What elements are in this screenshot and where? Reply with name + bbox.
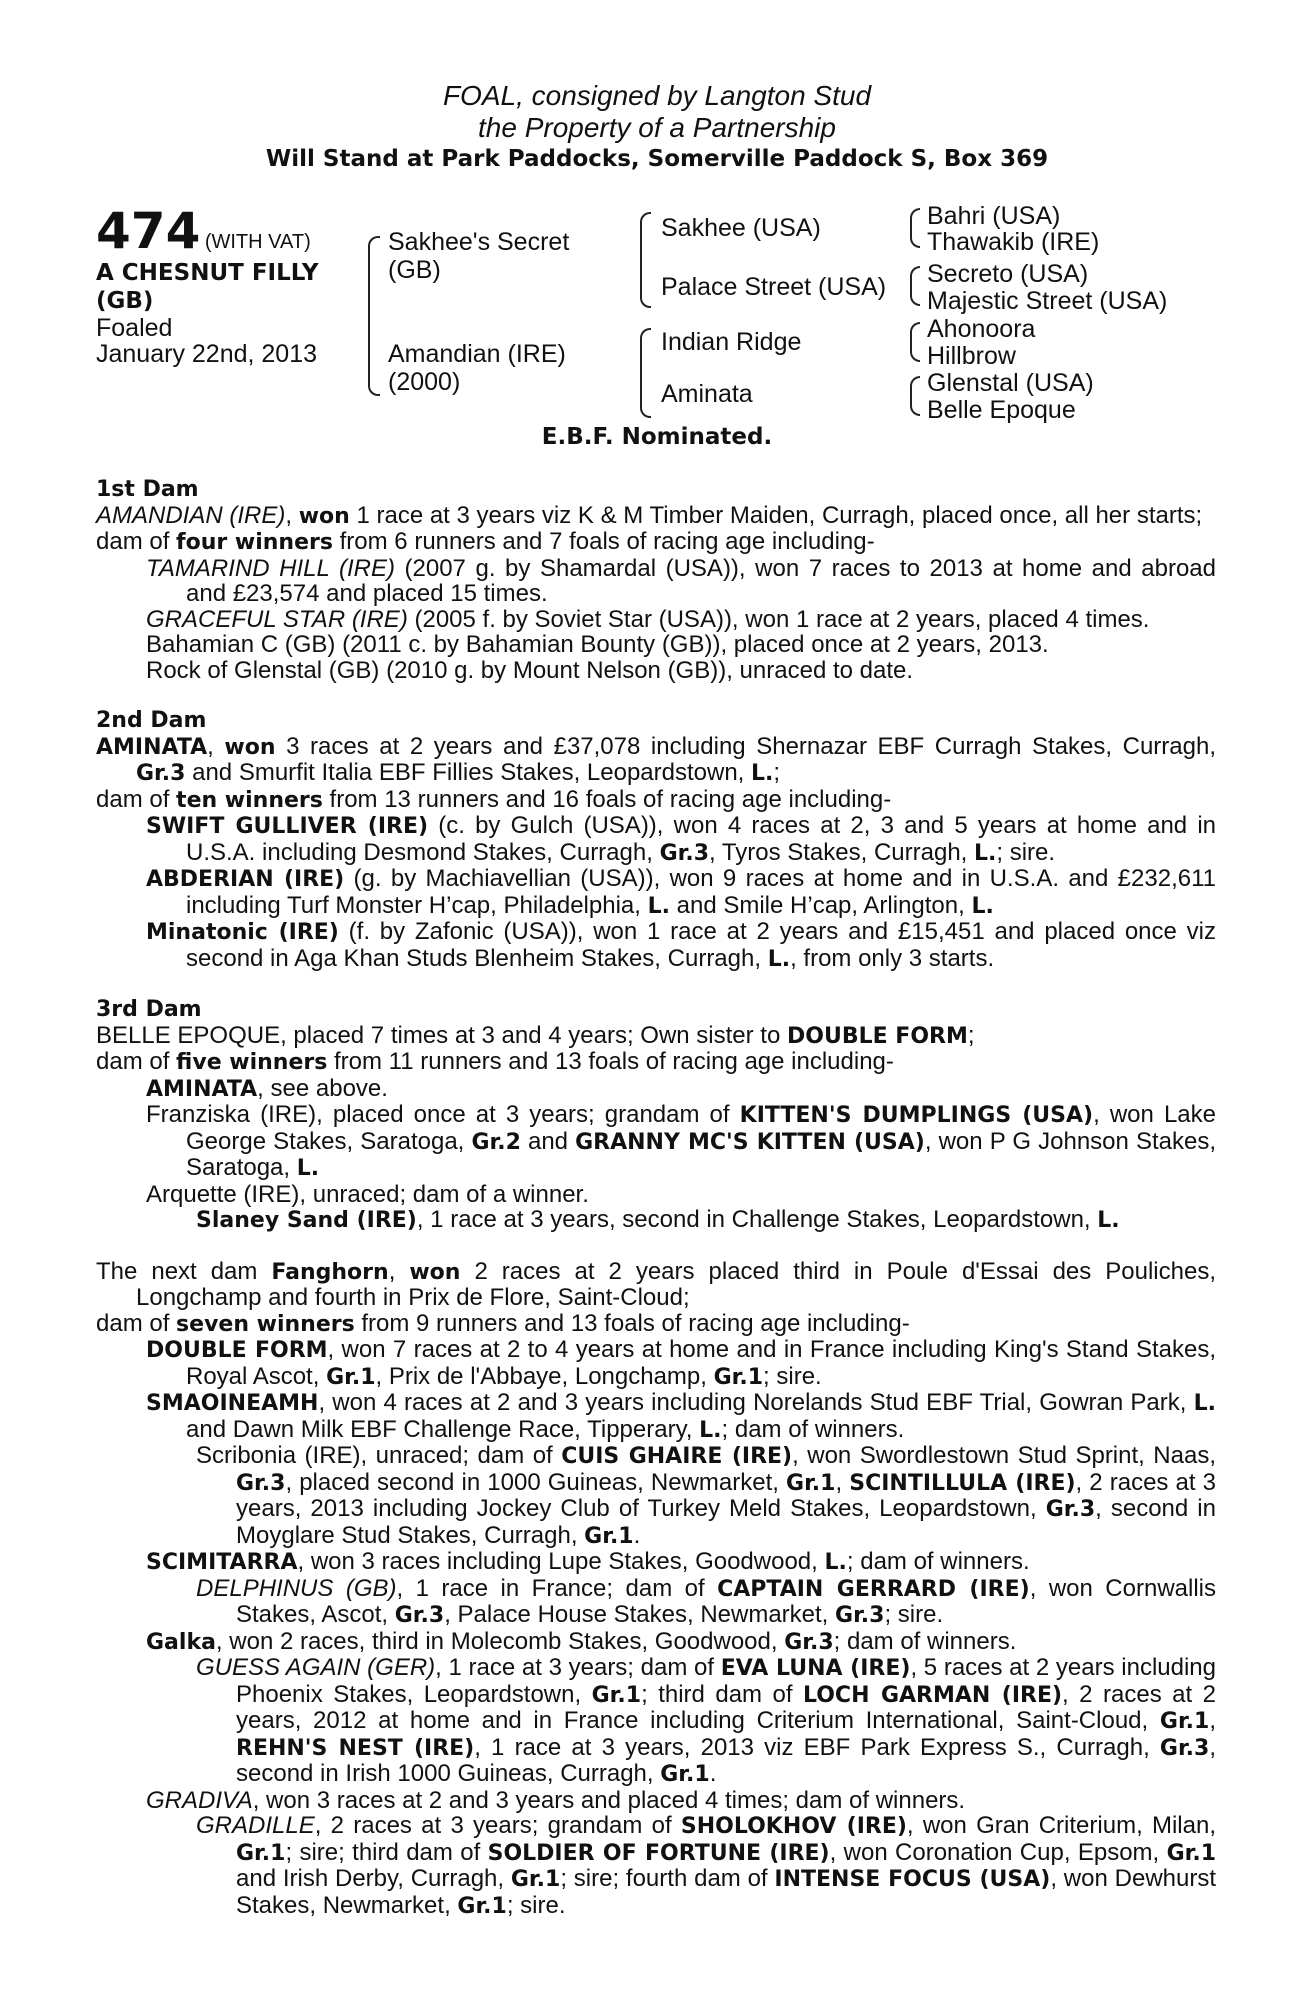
pedigree-gen3: Secreto (USA) (927, 260, 1089, 288)
text-run: , second in Moyglare Stud Stakes, Curragh, (236, 1495, 1216, 1549)
bold-text: Gr.1 (591, 1682, 642, 1708)
bold-text: L. (699, 1417, 722, 1443)
bold-text: Galka (146, 1629, 216, 1655)
text-run: . (709, 1760, 717, 1787)
italic-text: DELPHINUS (GB) (196, 1574, 397, 1602)
bold-text: SMAOINEAMH (146, 1391, 319, 1416)
pedigree-gen3: Belle Epoque (927, 396, 1076, 424)
section-title: 2nd Dam (96, 708, 207, 733)
text-run: , won Dewhurst Stakes, Newmarket, (236, 1865, 1217, 1919)
pedigree-entry (96, 607, 1216, 633)
pedigree-gen3: Thawakib (IRE) (927, 228, 1100, 256)
section-title: 1st Dam (96, 477, 199, 502)
bold-text: Minatonic (IRE) (146, 920, 339, 945)
text-run: . (633, 1521, 641, 1549)
text-run: ; (773, 759, 781, 786)
pedigree-entry (96, 1390, 1216, 1443)
pedigree-entry (96, 1207, 1216, 1234)
bold-text: REHN'S NEST (IRE) (236, 1735, 475, 1761)
pedigree-entry (96, 1182, 1216, 1208)
pedigree-entry (96, 1049, 1216, 1076)
text-run: Scribonia (IRE), unraced; dam of (196, 1442, 562, 1469)
text-run: dam of (96, 1309, 177, 1337)
section-gap (96, 1234, 1216, 1259)
bold-text: Slaney Sand (IRE) (196, 1208, 417, 1233)
lot-description: A CHESNUT FILLY (96, 260, 319, 286)
text-run: , Palace House Stakes, Newmarket, (444, 1601, 836, 1628)
sire-dam: Palace Street (USA) (661, 273, 887, 301)
pedigree-gen3: Glenstal (USA) (927, 369, 1094, 397)
pedigree-brace (640, 212, 651, 308)
lot-number: 474 (96, 202, 201, 260)
pedigree-entry (96, 1023, 1216, 1050)
text-run: dam of (96, 528, 177, 555)
dam-name: Amandian (IRE) (388, 340, 566, 368)
bold-text: ABDERIAN (IRE) (146, 867, 345, 892)
bold-text: Gr.1 (660, 1762, 710, 1787)
pedigree-entry (96, 658, 1216, 684)
text-run: Rock of Glenstal (GB) (2010 g. by Mount Nelson (GB)), unraced to date. (146, 656, 914, 684)
bold-text: Gr.3 (659, 840, 709, 866)
text-run: , 1 race at 3 years, second in Challenge Stakes, Leopardstown, (416, 1206, 1098, 1233)
text-run: (f. by Zafonic (USA)), won 1 race at 2 years and £15,451 and placed once viz second in Aga Khan Studs Blenheim Stakes, Curragh, (186, 918, 1216, 972)
bold-text: Gr.1 (786, 1470, 836, 1496)
pedigree-entry (96, 1259, 1216, 1311)
pedigree-gen3: Ahonoora (927, 315, 1036, 343)
bold-text: SCIMITARRA (146, 1550, 298, 1575)
bold-text: LOCH GARMAN (IRE) (803, 1682, 1063, 1708)
pedigree-entry (96, 787, 1216, 814)
pedigree-entry (96, 556, 1216, 607)
text-run: and Irish Derby, Curragh, (236, 1865, 511, 1892)
dam-history (96, 477, 1216, 1919)
foaled-date: January 22nd, 2013 (96, 340, 318, 368)
text-run: (c. by Gulch (USA)), won 4 races at 2, 3 and 5 years at home and in U.S.A. including Desmond Stakes, Curragh, (186, 812, 1217, 866)
text-run: 3 races at 2 years and £37,078 including Shernazar EBF Curragh Stakes, Curragh, (275, 732, 1216, 760)
bold-text: won (224, 734, 276, 760)
text-run: and Smurfit Italia EBF Fillies Stakes, Leopardstown, (185, 759, 752, 786)
text-run: ; sire. (996, 838, 1056, 866)
dam-year: (2000) (388, 368, 461, 396)
pedigree-gen3: Bahri (USA) (927, 202, 1061, 230)
bold-text: GRANNY MC'S KITTEN (USA) (575, 1129, 925, 1155)
pedigree-entry (96, 1813, 1216, 1919)
pedigree-entry (96, 1337, 1216, 1390)
text-run: 1 race at 3 years viz K & M Timber Maiden, Curragh, placed once, all her starts; (349, 501, 1203, 529)
bold-text: ten winners (176, 787, 323, 813)
bold-text: CUIS GHAIRE (IRE) (561, 1444, 793, 1469)
text-run: , won 2 races, third in Molecomb Stakes, Goodwood, (215, 1627, 785, 1655)
bold-text: DOUBLE FORM (786, 1023, 968, 1049)
bold-text: CAPTAIN GERRARD (IRE) (717, 1576, 1030, 1602)
bold-text: SCINTILLULA (IRE) (849, 1470, 1076, 1496)
bold-text: KITTEN'S DUMPLINGS (USA) (739, 1103, 1094, 1128)
location-line: Will Stand at Park Paddocks, Somerville Paddock S, Box 369 (265, 146, 1049, 172)
section-gap (96, 972, 1216, 997)
bold-text: Gr.3 (1045, 1497, 1096, 1522)
pedigree-entry (96, 1655, 1216, 1788)
text-run: from 11 runners and 13 foals of racing age including- (327, 1048, 894, 1075)
bold-text: AMINATA (96, 734, 208, 760)
bold-text: won (409, 1259, 461, 1285)
text-run: Franziska (IRE), placed once at 3 years; grandam of (146, 1101, 740, 1128)
bold-text: SWIFT GULLIVER (IRE) (146, 814, 429, 839)
bold-text: L. (974, 840, 997, 866)
text-run: , placed second in 1000 Guineas, Newmarket, (285, 1468, 787, 1496)
pedigree-entry (96, 919, 1216, 972)
consignor-line: FOAL, consigned by Langton Stud (442, 80, 872, 111)
text-run: , (388, 1257, 410, 1285)
pedigree-entry (96, 866, 1216, 919)
text-run: , 2 races at 3 years; grandam of (314, 1812, 681, 1839)
bold-text: Gr.2 (471, 1129, 521, 1155)
bold-text: EVA LUNA (IRE) (720, 1656, 911, 1681)
bold-text: Gr.1 (457, 1893, 507, 1919)
bold-text: seven winners (176, 1311, 355, 1337)
pedigree-entry (96, 529, 1216, 556)
text-run: , 1 race at 3 years, 2013 viz EBF Park Express S., Curragh, (474, 1733, 1160, 1761)
text-run: , see above. (257, 1074, 388, 1102)
pedigree-brace (368, 236, 380, 396)
bold-text: five winners (176, 1050, 328, 1075)
text-run: , Tyros Stakes, Curragh, (709, 838, 974, 866)
text-run: , 1 race in France; dam of (396, 1574, 718, 1602)
pedigree-entry (96, 1549, 1216, 1576)
text-run: from 6 runners and 7 foals of racing age including- (332, 528, 875, 555)
pedigree-entry (96, 1443, 1216, 1549)
pedigree-brace (910, 322, 920, 362)
bold-text: Gr.3 (236, 1470, 286, 1496)
sire-country: (GB) (388, 256, 441, 284)
pedigree-entry (96, 1576, 1216, 1629)
bold-text: SOLDIER OF FORTUNE (IRE) (487, 1840, 830, 1866)
text-run: The next dam (96, 1257, 272, 1285)
text-run: dam of (96, 785, 177, 813)
bold-text: Fanghorn (271, 1259, 389, 1285)
header (0, 80, 1314, 174)
text-run: , won P G Johnson Stakes, Saratoga, (186, 1127, 1216, 1181)
text-run: , won Lake George Stakes, Saratoga, (186, 1101, 1216, 1155)
text-run: ; sire. (884, 1601, 944, 1628)
text-run: and Smile H’cap, Arlington, (669, 891, 972, 919)
text-run: (2005 f. by Soviet Star (USA)), won 1 race at 2 years, placed 4 times. (407, 605, 1150, 633)
text-run: , won Gran Criterium, Milan, (906, 1812, 1217, 1839)
text-run: , won Coronation Cup, Epsom, (829, 1838, 1167, 1866)
text-run: , won 3 races at 2 and 3 years and placed 4 times; dam of winners. (252, 1786, 966, 1814)
text-run: ; dam of winners. (833, 1627, 1017, 1655)
pedigree-brace (640, 328, 651, 418)
italic-text: AMANDIAN (IRE) (96, 501, 286, 529)
text-run: ; sire. (763, 1362, 822, 1390)
text-run: from 9 runners and 13 foals of racing age including- (354, 1309, 910, 1337)
italic-text: GRACEFUL STAR (IRE) (146, 605, 408, 633)
bold-text: Gr.1 (713, 1364, 764, 1390)
text-run: , second in Irish 1000 Guineas, Curragh, (236, 1733, 1217, 1787)
text-run: , won 3 races including Lupe Stakes, Goodwood, (297, 1548, 825, 1575)
section-gap (96, 683, 1216, 708)
pedigree-entry (96, 813, 1216, 866)
lot-description-country: (GB) (96, 288, 154, 314)
pedigree-gen3: Majestic Street (USA) (927, 287, 1168, 315)
vat-label: (WITH VAT) (204, 231, 311, 253)
text-run: , 5 races at 2 years including Phoenix Stakes, Leopardstown, (236, 1654, 1217, 1708)
text-run: dam of (96, 1048, 177, 1075)
sire-name: Sakhee's Secret (388, 228, 570, 256)
text-run: ; sire. (506, 1891, 566, 1919)
text-run: , (835, 1468, 850, 1496)
dam-dam: Aminata (661, 380, 753, 408)
text-run: ; dam of winners. (846, 1548, 1030, 1575)
dam-sire: Indian Ridge (661, 328, 802, 356)
pedigree-entry (96, 1102, 1216, 1182)
bold-text: SHOLOKHOV (IRE) (680, 1814, 907, 1839)
text-run: ; (967, 1021, 975, 1049)
text-run: ; third dam of (641, 1680, 803, 1708)
bold-text: four winners (176, 530, 333, 555)
text-run: , won Swordlestown Stud Sprint, Naas, (792, 1442, 1216, 1469)
bold-text: Gr.1 (326, 1364, 376, 1390)
text-run: 2 races at 2 years placed third in Poule d'Essai des Pouliches, Longchamp and fourth in Prix de Flore, Saint-Cloud; (136, 1257, 1216, 1311)
italic-text: GRADILLE (196, 1812, 315, 1839)
text-run: Bahamian C (GB) (2011 c. by Bahamian Bounty (GB)), placed once at 2 years, 2013. (146, 631, 1049, 658)
bold-text: Gr.1 (510, 1867, 561, 1892)
text-run: BELLE EPOQUE, placed 7 times at 3 and 4 years; Own sister to (96, 1021, 787, 1049)
pedigree-entry (96, 1629, 1216, 1656)
text-run: , (285, 501, 299, 529)
text-run: (2007 g. by Shamardal (USA)), won 7 races to 2013 at home and abroad and £23,574 and placed 15 times. (186, 554, 1217, 607)
bold-text: L. (1097, 1208, 1120, 1233)
pedigree-entry (96, 1311, 1216, 1338)
pedigree-brace (910, 208, 920, 248)
bold-text: Gr.3 (394, 1603, 445, 1628)
bold-text: Gr.1 (236, 1840, 286, 1866)
bold-text: Gr.3 (136, 761, 186, 786)
pedigree-entry (96, 734, 1216, 787)
pedigree-gen3: Hillbrow (927, 342, 1016, 370)
bold-text: DOUBLE FORM (146, 1338, 328, 1363)
bold-text: won (298, 503, 350, 529)
text-run: , (207, 732, 225, 760)
sire-sire: Sakhee (USA) (661, 214, 821, 242)
text-run: , (1209, 1707, 1216, 1734)
italic-text: GRADIVA (146, 1786, 253, 1814)
bold-text: Gr.1 (584, 1523, 634, 1549)
bold-text: L. (751, 761, 774, 786)
text-run: ; sire; fourth dam of (560, 1865, 775, 1892)
bold-text: L. (971, 893, 994, 919)
bold-text: L. (767, 946, 791, 972)
italic-text: GUESS AGAIN (GER) (196, 1654, 436, 1681)
text-run: from 13 runners and 16 foals of racing age including- (322, 785, 892, 813)
bold-text: Gr.3 (835, 1603, 885, 1628)
bold-text: Gr.3 (1159, 1735, 1210, 1761)
text-run: and (520, 1127, 576, 1155)
pedigree-entry (96, 1076, 1216, 1103)
section-title: 3rd Dam (96, 997, 202, 1022)
bold-text: L. (296, 1156, 320, 1181)
text-run: Arquette (IRE), unraced; dam of a winner. (146, 1180, 589, 1208)
text-run: , Prix de l'Abbaye, Longchamp, (375, 1362, 714, 1390)
lot-heading (96, 204, 311, 258)
italic-text: TAMARIND HILL (IRE) (146, 554, 395, 582)
text-run: , won Cornwallis Stakes, Ascot, (236, 1574, 1217, 1628)
text-run: , 2 races at 2 years, 2012 at home and in France including Criterium International, Saint-Cloud, (236, 1680, 1216, 1734)
ebf-nominated: E.B.F. Nominated. (541, 424, 773, 450)
bold-text: INTENSE FOCUS (USA) (774, 1867, 1051, 1892)
pedigree-entry (96, 1788, 1216, 1814)
pedigree-brace (910, 376, 920, 416)
bold-text: Gr.1 (1166, 1840, 1216, 1866)
bold-text: L. (824, 1550, 847, 1575)
pedigree-entry (96, 632, 1216, 658)
bold-text: L. (1193, 1391, 1216, 1416)
property-line: the Property of a Partnership (478, 112, 836, 143)
text-run: , won 4 races at 2 and 3 years including Norelands Stud EBF Trial, Gowran Park, (318, 1389, 1194, 1416)
bold-text: AMINATA (146, 1076, 258, 1102)
bold-text: Gr.1 (1159, 1709, 1210, 1734)
text-run: and Dawn Milk EBF Challenge Race, Tipperary, (186, 1415, 700, 1443)
pedigree-brace (910, 266, 920, 306)
bold-text: L. (647, 893, 670, 919)
foaled-label: Foaled (96, 314, 173, 342)
text-run: , 2 races at 3 years, 2013 including Jockey Club of Turkey Meld Stakes, Leopardstown, (236, 1468, 1216, 1522)
text-run: ; sire; third dam of (285, 1838, 488, 1866)
text-run: , won 7 races at 2 to 4 years at home and in France including King's Stand Stakes, Royal Ascot, (186, 1336, 1217, 1390)
text-run: (g. by Machiavellian (USA)), won 9 races at home and in U.S.A. and £232,611 including Turf Monster H’cap, Philadelphia, (186, 865, 1217, 919)
text-run: , 1 race at 3 years; dam of (435, 1654, 721, 1681)
text-run: ; dam of winners. (721, 1415, 905, 1443)
text-run: , from only 3 starts. (790, 944, 995, 972)
bold-text: Gr.3 (784, 1629, 834, 1655)
pedigree-entry (96, 503, 1216, 530)
